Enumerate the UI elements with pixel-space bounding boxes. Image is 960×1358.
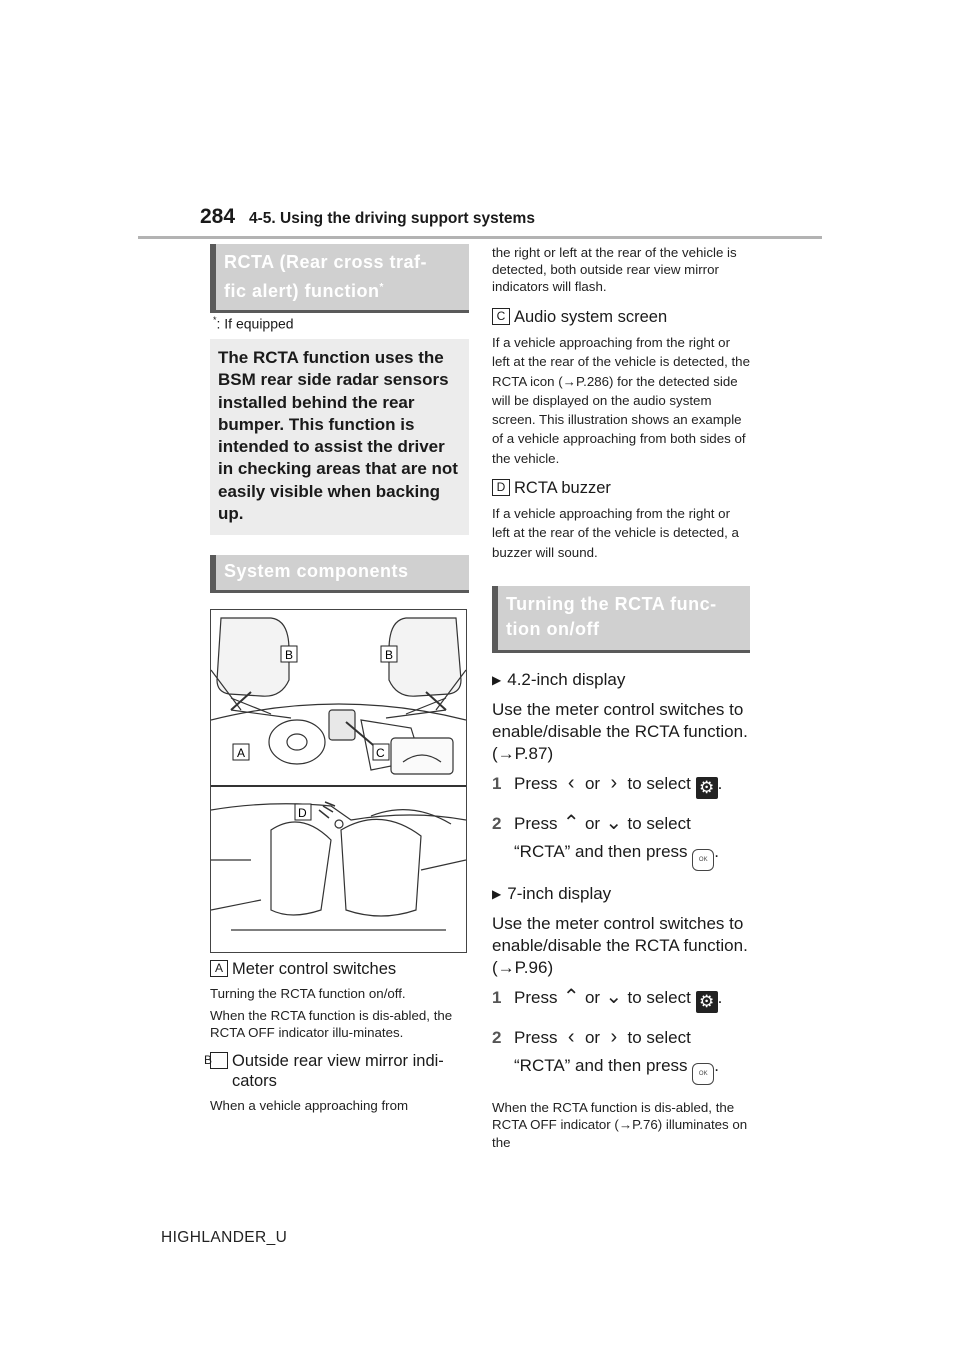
heading-components-text: System components: [224, 561, 409, 582]
step1-7: [492, 987, 750, 1013]
chevron-right-icon: ›: [610, 771, 618, 794]
step2-42-line2: “RCTA” and then press: [514, 841, 688, 861]
interior-drawing: [211, 610, 466, 952]
heading-rcta-function: [210, 244, 469, 313]
illus-label-a: A: [237, 746, 246, 761]
chevron-down-icon: ⌄: [605, 811, 623, 834]
illus-label-b-right: B: [385, 648, 394, 663]
bullet-42-inch: ▶ 4.2-inch display: [492, 669, 626, 689]
item-b-body: When a vehicle approaching from: [210, 1098, 409, 1114]
step1-42-post: to select: [627, 773, 691, 793]
chevron-up-icon: ⌃: [562, 985, 580, 1008]
chevron-down-icon: ⌄: [605, 985, 623, 1008]
step2-7-line2: “RCTA” and then press: [514, 1055, 688, 1075]
heading-star: *: [379, 282, 384, 293]
illus-label-b-left: B: [285, 648, 294, 663]
step1-7-pre: Press: [514, 987, 558, 1007]
tag-c: C: [492, 308, 510, 325]
display-42-label: 4.2-inch display: [507, 669, 626, 689]
step2-7-num: 2: [492, 1027, 502, 1047]
step1-42-pre: Press: [514, 773, 558, 793]
item-c-title: Audio system screen: [514, 308, 668, 326]
system-components-illustration: [210, 609, 467, 953]
step2-42-num: 2: [492, 813, 502, 833]
tag-b: B: [210, 1052, 228, 1069]
right-column: [492, 244, 750, 1151]
illus-label-c: C: [376, 746, 385, 761]
chevron-up-icon: ⌃: [562, 811, 580, 834]
step2-42: [492, 813, 750, 871]
footnote: [213, 312, 313, 333]
ok-button-icon: OK: [692, 1063, 714, 1085]
intro-text: The RCTA function uses the BSM rear side radar sensors installed behind the rear bumper. This function is intended to assist the driver in checking areas that are not easily visible when backing up.: [218, 348, 458, 524]
section-title: 4-5. Using the driving support systems: [249, 210, 535, 227]
use-text-42: Use the meter control switches to enable/disable the RCTA function. (→P.87): [492, 699, 748, 763]
step1-7-end: .: [717, 987, 723, 1007]
heading-rcta-line1: RCTA (Rear cross traf-: [224, 252, 428, 272]
step2-7-end: .: [714, 1055, 719, 1075]
step2-42-or: or: [584, 813, 601, 833]
closing-text: When the RCTA function is dis-abled, the RCTA OFF indicator (→P.76) illuminates on the: [492, 1099, 748, 1150]
step2-42-post: to select: [627, 813, 691, 833]
tag-a: A: [210, 960, 228, 977]
chevron-left-icon: ‹: [567, 1025, 575, 1048]
step2-7: [492, 1027, 750, 1085]
page-number: 284: [200, 205, 236, 228]
item-d-body: If a vehicle approaching from the right or left at the rear of the vehicle is detected, a buzzer will sound.: [492, 506, 739, 560]
step1-42-or: or: [584, 773, 601, 793]
page-header: [138, 200, 822, 239]
step2-42-end: .: [714, 841, 719, 861]
item-b-continued: the right or left at the rear of the vehicle is detected, both outside rear view mirror indicators will flash.: [492, 245, 737, 294]
step2-42-pre: Press: [514, 813, 558, 833]
item-a: [210, 959, 469, 1041]
item-d-title: RCTA buzzer: [514, 479, 611, 498]
illus-label-d: D: [298, 806, 307, 821]
chevron-right-icon: ›: [610, 1025, 618, 1048]
step1-7-or: or: [584, 987, 601, 1007]
chevron-left-icon: ‹: [567, 771, 575, 794]
bullet-7-inch: ▶ 7-inch display: [492, 883, 612, 903]
step1-42: [492, 773, 750, 799]
footnote-text: : If equipped: [216, 315, 294, 332]
heading-turning-line2: tion on/off: [506, 618, 600, 639]
display-7-label: 7-inch display: [507, 883, 612, 903]
step2-7-or: or: [584, 1027, 601, 1047]
left-column: [203, 252, 469, 1114]
step1-7-post: to select: [627, 987, 691, 1007]
item-b: [203, 1051, 469, 1114]
heading-turning-rcta: [492, 586, 750, 653]
footer-model: HIGHLANDER_U: [161, 1229, 288, 1246]
step1-42-num: 1: [492, 773, 502, 793]
heading-rcta-line2: fic alert) function: [224, 281, 380, 301]
heading-turning-line1: Turning the RCTA func-: [506, 593, 717, 614]
item-c-body: If a vehicle approaching from the right or left at the rear of the vehicle is detected, the RCTA icon (→P.286) for the detected side will be displayed on the audio system screen. This illustration shows an example of a vehicle approaching from both sides of the vehicle.: [492, 335, 750, 466]
item-a-body2: When the RCTA function is dis-abled, the RCTA OFF indicator illu-minates.: [210, 1008, 453, 1041]
item-d: [492, 478, 750, 562]
step1-7-num: 1: [492, 987, 502, 1007]
heading-system-components: [210, 555, 469, 593]
ok-button-icon: OK: [692, 849, 714, 871]
item-c: [492, 307, 750, 468]
tag-d: D: [492, 479, 510, 496]
item-b-title: Outside rear view mirror indi-cators: [232, 1052, 444, 1091]
gear-icon: ⚙: [696, 777, 718, 799]
use-text-7: Use the meter control switches to enable/disable the RCTA function. (→P.96): [492, 913, 748, 977]
gear-icon: ⚙: [696, 991, 718, 1013]
step1-42-end: .: [717, 773, 723, 793]
intro-box: [210, 339, 469, 535]
step2-7-post: to select: [627, 1027, 691, 1047]
item-a-title: Meter control switches: [232, 960, 397, 979]
step2-7-pre: Press: [514, 1027, 558, 1047]
item-a-body1: Turning the RCTA function on/off.: [210, 986, 406, 1002]
footnote-star: *: [213, 315, 217, 325]
